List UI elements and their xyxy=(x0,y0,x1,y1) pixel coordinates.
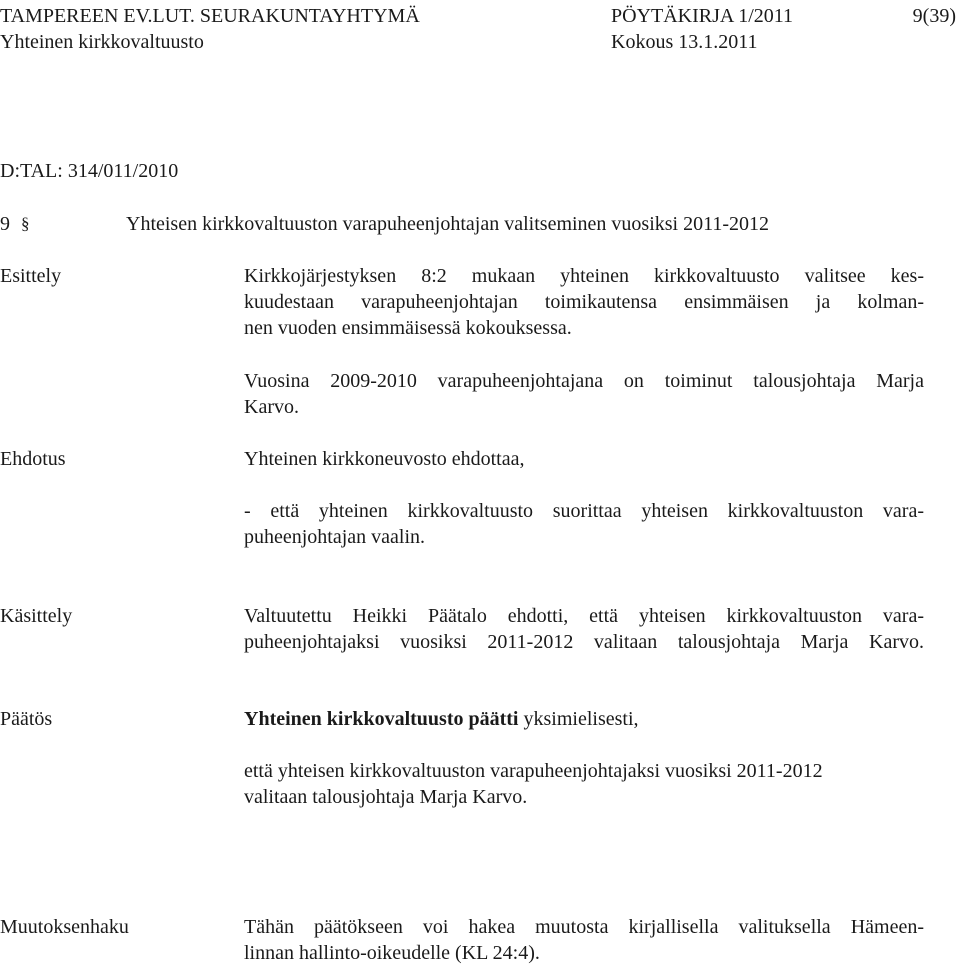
ehdotus-item xyxy=(244,498,924,550)
text-line: Valtuutettu Heikki Päätalo ehdotti, että yhteisen kirkkovaltuuston vara- xyxy=(244,605,924,627)
decision-maker: Yhteinen kirkkovaltuusto päätti xyxy=(244,708,519,730)
document-type: PÖYTÄKIRJA 1/2011 xyxy=(611,5,794,27)
text-line: Tähän päätökseen voi hakea muutosta kirjallisella valituksella Hämeen- xyxy=(244,916,924,938)
text-line: - että yhteinen kirkkovaltuusto suorittaa yhteisen kirkkovaltuuston vara- xyxy=(244,500,924,522)
text-line: valitaan talousjohtaja Marja Karvo. xyxy=(244,786,528,808)
text-line: Karvo. xyxy=(244,396,299,418)
text-line: puheenjohtajan vaalin. xyxy=(244,526,426,548)
muutoksenhaku-text xyxy=(244,914,924,966)
esittely-label: Esittely xyxy=(0,265,62,287)
ehdotus-intro: Yhteinen kirkkoneuvosto ehdottaa, xyxy=(244,448,525,470)
text-line: puheenjohtajaksi vuosiksi 2011-2012 valitaan talousjohtaja Marja Karvo. xyxy=(244,631,924,653)
section-symbol: § xyxy=(21,214,30,233)
text-line: Kirkkojärjestyksen 8:2 mukaan yhteinen kirkkovaltuusto valitsee kes- xyxy=(244,265,924,287)
ehdotus-label: Ehdotus xyxy=(0,448,66,470)
text-line: Vuosina 2009-2010 varapuheenjohtajana on toiminut talousjohtaja Marja xyxy=(244,370,924,392)
kasittely-text xyxy=(244,603,924,655)
paatos-text xyxy=(244,758,924,810)
text-line: linnan hallinto-oikeudelle (KL 24:4). xyxy=(244,942,540,964)
meeting-date: Kokous 13.1.2011 xyxy=(611,31,758,53)
paatos-label: Päätös xyxy=(0,708,53,730)
kasittely-label: Käsittely xyxy=(0,605,73,627)
section-title: Yhteisen kirkkovaltuuston varapuheenjohtajan valitseminen vuosiksi 2011-2012 xyxy=(126,213,770,235)
esittely-paragraph-1 xyxy=(244,263,924,341)
page-number: 9(39) xyxy=(912,5,956,27)
text-line: että yhteisen kirkkovaltuuston varapuheenjohtajaksi vuosiksi 2011-2012 xyxy=(244,760,823,782)
section-number: 9 xyxy=(0,213,10,235)
text-line: nen vuoden ensimmäisessä kokouksessa. xyxy=(244,317,572,339)
esittely-paragraph-2 xyxy=(244,368,924,420)
muutoksenhaku-label: Muutoksenhaku xyxy=(0,916,129,938)
text-line: kuudestaan varapuheenjohtajan toimikautensa ensimmäisen ja kolman- xyxy=(244,291,924,313)
body-name: Yhteinen kirkkovaltuusto xyxy=(0,31,204,53)
organization-name: TAMPEREEN EV.LUT. SEURAKUNTAYHTYMÄ xyxy=(0,5,420,27)
diary-number: D:TAL: 314/011/2010 xyxy=(0,160,179,182)
paatos-intro xyxy=(244,706,924,732)
decision-manner: yksimielisesti, xyxy=(518,708,639,730)
